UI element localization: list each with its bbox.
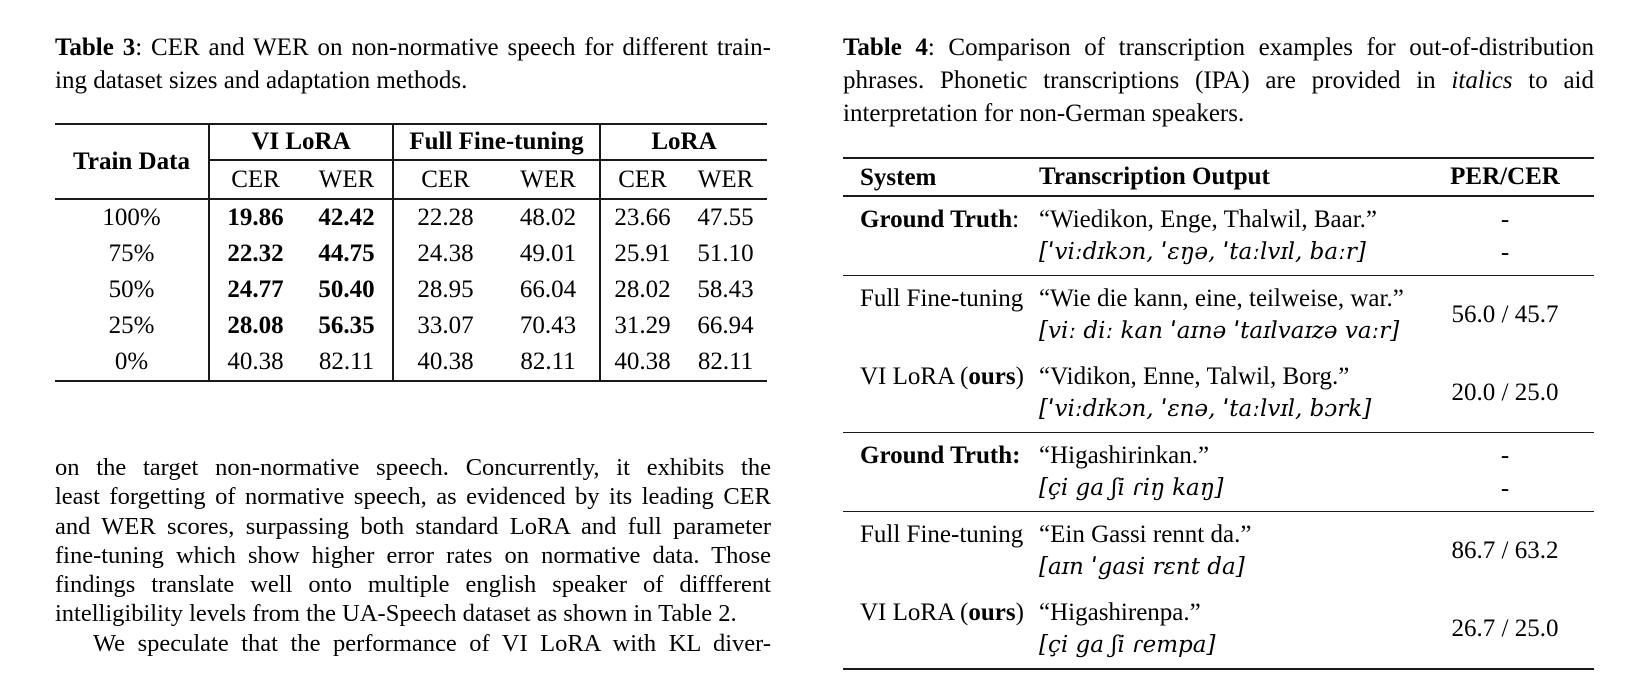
- system-label-bold: ours: [968, 363, 1016, 390]
- transcription-ipa: [aɪn ˈgasi rɛnt da]: [1039, 554, 1245, 580]
- cell-lora-wer: 66.94: [697, 312, 754, 339]
- column-header-wer: WER: [301, 160, 393, 199]
- per-cer-dash: -: [1500, 475, 1510, 502]
- per-cer-value: 26.7 / 25.0: [1451, 615, 1559, 642]
- table4-header-row: [843, 159, 1594, 195]
- cell-vi-cer: 22.32: [227, 240, 284, 267]
- cell-ff-wer: 82.11: [497, 344, 600, 381]
- system-label-text: Full Fine-tuning: [860, 285, 1024, 312]
- system-label-bold: ours: [968, 599, 1016, 626]
- table-row-full-fine-tuning: [843, 276, 1594, 354]
- cell-ff-wer: 66.04: [497, 272, 600, 308]
- system-label: [843, 203, 1039, 269]
- cell-vi-cer: 19.86: [227, 204, 284, 231]
- system-label: [843, 360, 1039, 426]
- table-row-full-fine-tuning: [843, 512, 1594, 590]
- cell-vi-wer: 44.75: [301, 236, 393, 272]
- body-line: and WER scores, surpassing both standard LoRA and full parameter: [55, 512, 771, 540]
- cell-ff-wer: 70.43: [497, 308, 600, 344]
- transcription-quote: “Wiedikon, Enge, Thalwil, Baar.”: [1039, 206, 1378, 233]
- table3: [55, 123, 767, 382]
- cell-ff-cer: 22.28: [417, 204, 474, 231]
- table-row: [55, 272, 767, 308]
- column-header-cer: CER: [600, 160, 684, 199]
- cell-ff-cer: 40.38: [417, 348, 474, 375]
- system-label: [843, 518, 1039, 584]
- cell-train-data: 50%: [55, 272, 209, 308]
- transcription-quote: “Higashirenpa.”: [1039, 599, 1201, 626]
- table4-caption-text: phrases. Phonetic transcriptions (IPA) are provided in: [843, 67, 1452, 94]
- column-header-cer: CER: [393, 160, 497, 199]
- table4-caption: [843, 31, 1594, 130]
- cell-train-data: 75%: [55, 236, 209, 272]
- system-label-suffix: :: [1012, 206, 1020, 233]
- table3-caption-text: : CER and WER on non-normative speech for different train-: [135, 34, 771, 61]
- cell-lora-wer: 58.43: [697, 276, 754, 303]
- per-cer-dash: -: [1500, 442, 1510, 469]
- cell-vi-cer: 40.38: [227, 348, 284, 375]
- transcription-output: [1039, 203, 1416, 269]
- transcription-output: [1039, 596, 1416, 662]
- transcription-quote: “Higashirinkan.”: [1039, 442, 1210, 469]
- transcription-ipa: [viː diː kan ˈaɪnə ˈtaɪlvaɪzə vaːr]: [1039, 318, 1400, 344]
- column-header-transcription-output: Transcription Output: [1039, 163, 1270, 190]
- cell-lora-wer: 82.11: [697, 348, 754, 375]
- system-label-bold: Ground Truth:: [860, 442, 1021, 469]
- cell-vi-wer: 56.35: [301, 308, 393, 344]
- table4-caption-text: to aid: [1512, 67, 1594, 94]
- transcription-ipa: [çi ga ʃi ɾiŋ kaŋ]: [1039, 475, 1224, 501]
- system-label-text: VI LoRA (: [860, 363, 969, 390]
- per-cer-value: [1416, 203, 1594, 269]
- cell-ff-cer: 33.07: [417, 312, 474, 339]
- cell-ff-cer: 24.38: [417, 240, 474, 267]
- cell-train-data: 25%: [55, 308, 209, 344]
- cell-lora-cer: 31.29: [614, 312, 671, 339]
- cell-vi-cer: 24.77: [227, 276, 284, 303]
- table4-caption-line1: [843, 31, 1594, 64]
- table4-caption-label: Table 4: [843, 34, 928, 61]
- table-row-vi-lora: [843, 354, 1594, 432]
- per-cer-dash: -: [1500, 206, 1510, 233]
- system-label: [843, 596, 1039, 662]
- column-header-vi-lora: VI LoRA: [209, 124, 393, 160]
- transcription-quote: “Ein Gassi rennt da.”: [1039, 521, 1252, 548]
- cell-lora-wer: 51.10: [697, 240, 754, 267]
- body-line: intelligibility levels from the UA-Speech dataset as shown in Table 2.: [55, 600, 737, 628]
- cell-ff-wer: 48.02: [497, 199, 600, 236]
- system-label-text: VI LoRA (: [860, 599, 969, 626]
- table3-caption: [55, 31, 771, 97]
- transcription-quote: “Wie die kann, eine, teilweise, war.”: [1039, 285, 1404, 312]
- transcription-ipa: [ˈviːdɪkɔn, ˈɛŋə, ˈtaːlvɪl, baːr]: [1039, 239, 1366, 265]
- per-cer-value: 86.7 / 63.2: [1451, 537, 1559, 564]
- body-line: fine-tuning which show higher error rates on normative data. Those: [55, 541, 771, 569]
- system-label-suffix: ): [1015, 363, 1024, 390]
- cell-train-data: 0%: [55, 344, 209, 381]
- right-column: [843, 31, 1594, 670]
- system-label-bold: Ground Truth: [860, 206, 1013, 233]
- column-header-wer: WER: [497, 160, 600, 199]
- cell-lora-cer: 28.02: [614, 276, 671, 303]
- cell-lora-wer: 47.55: [697, 204, 754, 231]
- table4-caption-line3: interpretation for non-German speakers.: [843, 100, 1245, 127]
- system-label-suffix: ): [1015, 599, 1024, 626]
- column-header-cer: CER: [209, 160, 301, 199]
- cell-vi-wer: 42.42: [301, 199, 393, 236]
- transcription-output: [1039, 360, 1416, 426]
- cell-vi-wer: 82.11: [301, 344, 393, 381]
- table-row-ground-truth: [843, 197, 1594, 275]
- cell-vi-cer: 28.08: [227, 312, 284, 339]
- table-row: [55, 236, 767, 272]
- body-line: findings translate well onto multiple english speaker of diffferent: [55, 571, 771, 599]
- cell-lora-cer: 23.66: [614, 204, 671, 231]
- table4-bottom-rule: [843, 668, 1594, 670]
- cell-lora-cer: 25.91: [614, 240, 671, 267]
- table-row: [55, 344, 767, 381]
- cell-ff-wer: 49.01: [497, 236, 600, 272]
- transcription-ipa: [çi ga ʃi ɾempa]: [1039, 632, 1216, 658]
- table3-caption-line1: [55, 31, 771, 64]
- cell-vi-wer: 50.40: [301, 272, 393, 308]
- table4-caption-italic-word: italics: [1451, 67, 1513, 94]
- column-header-per-cer: PER/CER: [1450, 163, 1560, 190]
- per-cer-value: 20.0 / 25.0: [1451, 379, 1559, 406]
- left-column: [55, 31, 771, 658]
- table3-header-group-row: [55, 124, 767, 160]
- column-header-wer: WER: [684, 160, 767, 199]
- table-row: [55, 308, 767, 344]
- table4-caption-line2: [843, 64, 1594, 97]
- per-cer-value: [1416, 439, 1594, 505]
- cell-train-data: 100%: [55, 199, 209, 236]
- transcription-quote: “Vidikon, Enne, Talwil, Borg.”: [1039, 363, 1350, 390]
- per-cer-value: 56.0 / 45.7: [1451, 301, 1559, 328]
- table-row-vi-lora: [843, 590, 1594, 668]
- body-line: on the target non-normative speech. Concurrently, it exhibits the: [55, 454, 771, 481]
- column-header-full-fine-tuning: Full Fine-tuning: [393, 124, 600, 160]
- transcription-ipa: [ˈviːdɪkɔn, ˈɛnə, ˈtaːlvɪl, bɔrk]: [1039, 396, 1372, 422]
- system-label: [843, 282, 1039, 348]
- transcription-output: [1039, 282, 1416, 348]
- body-line: We speculate that the performance of VI LoRA with KL diver-: [93, 629, 771, 657]
- table-row: [55, 199, 767, 236]
- table3-caption-line2: ing dataset sizes and adaptation methods.: [55, 67, 468, 94]
- table4: [843, 157, 1594, 670]
- cell-ff-cer: 28.95: [417, 276, 474, 303]
- body-line: least forgetting of normative speech, as evidenced by its leading CER: [55, 483, 771, 511]
- table4-caption-text: : Comparison of transcription examples for out-of-distribution: [927, 34, 1594, 61]
- table3-caption-label: Table 3: [55, 34, 136, 61]
- column-header-system: System: [860, 163, 937, 191]
- transcription-output: [1039, 518, 1416, 584]
- cell-lora-cer: 40.38: [614, 348, 671, 375]
- per-cer-dash: -: [1500, 239, 1510, 266]
- transcription-output: [1039, 439, 1416, 505]
- body-paragraph: [55, 453, 771, 658]
- column-header-train-data: Train Data: [55, 124, 209, 199]
- system-label-text: Full Fine-tuning: [860, 521, 1024, 548]
- column-header-lora: LoRA: [600, 124, 767, 160]
- system-label: [843, 439, 1039, 505]
- table-row-ground-truth: [843, 433, 1594, 511]
